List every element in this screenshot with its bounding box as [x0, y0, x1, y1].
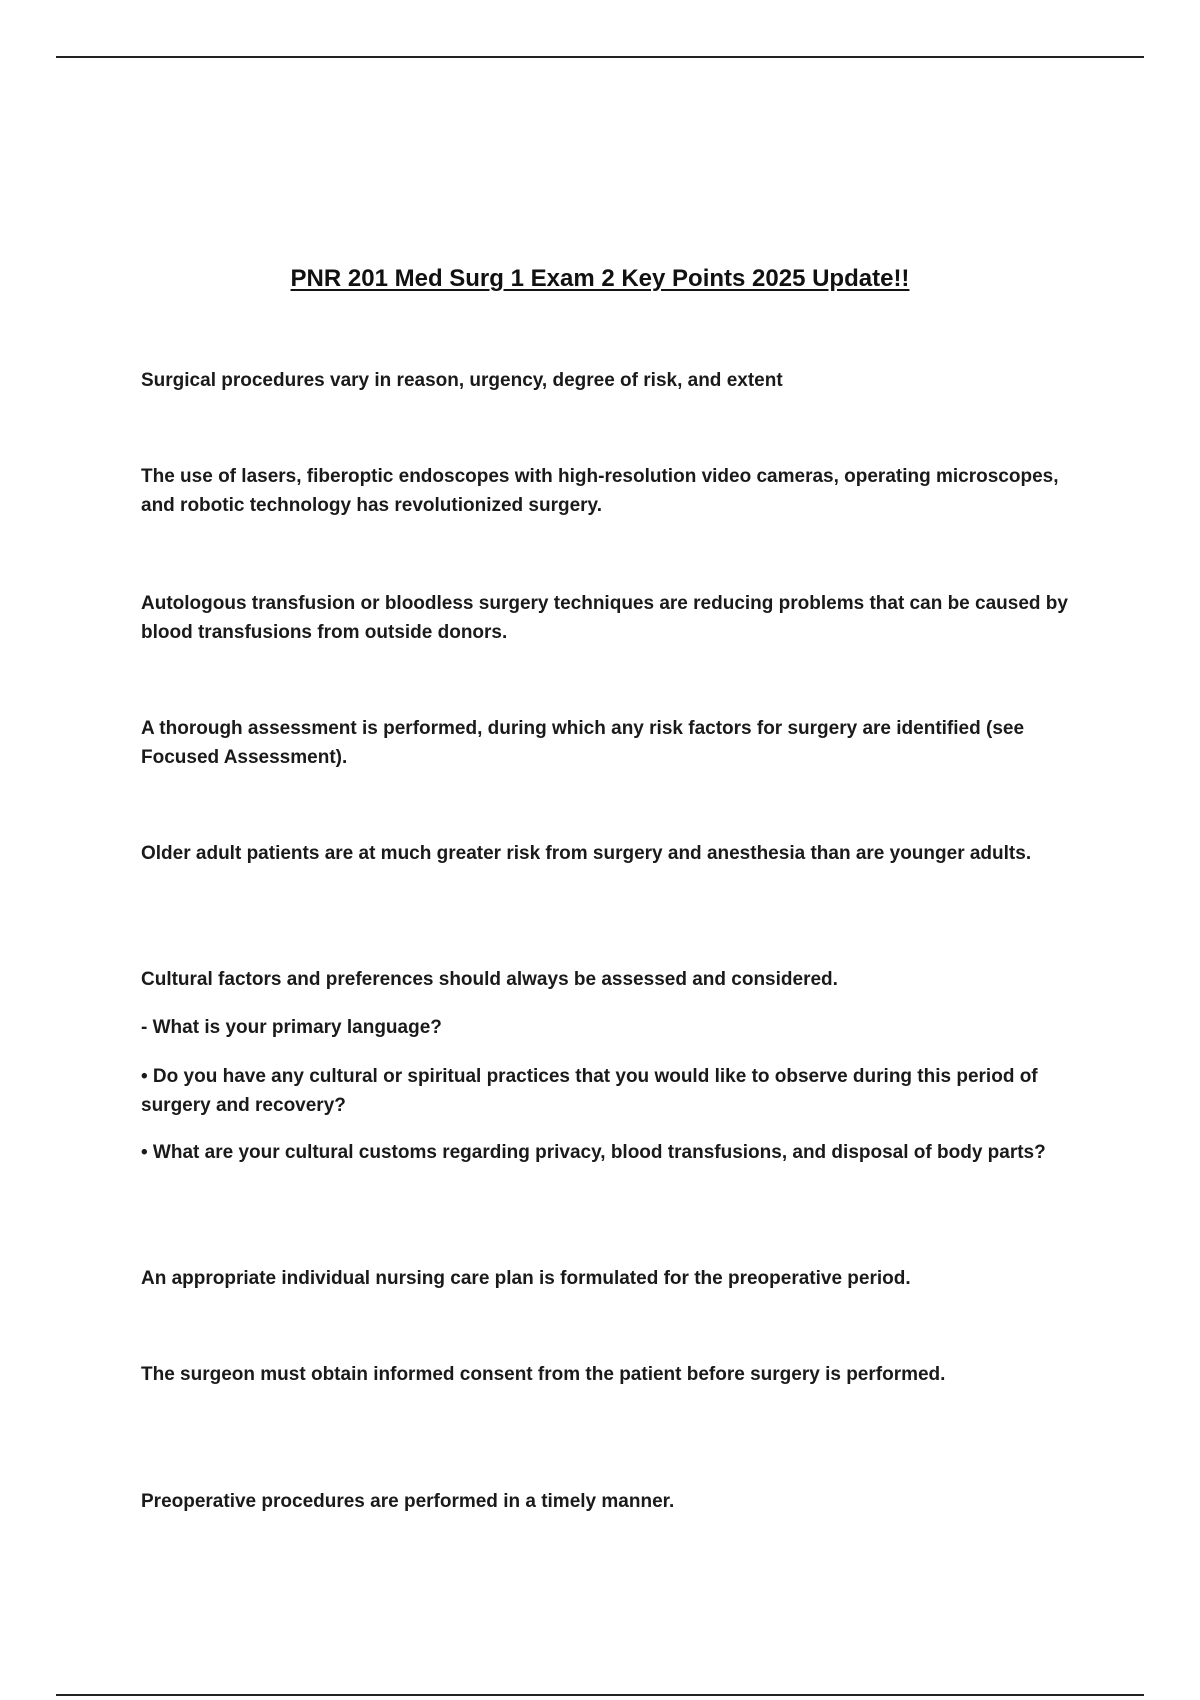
- paragraph-preoperative-procedures: Preoperative procedures are performed in a timely manner.: [141, 1491, 675, 1512]
- paragraph-cultural-factors: Cultural factors and preferences should always be assessed and considered.: [141, 969, 838, 990]
- list-item-primary-language: - What is your primary language?: [141, 1017, 442, 1038]
- top-divider: [56, 56, 1144, 58]
- paragraph-care-plan: An appropriate individual nursing care plan is formulated for the preoperative period.: [141, 1268, 911, 1289]
- list-item-spiritual-practices: • Do you have any cultural or spiritual practices that you would like to observe during this period of surgery and recovery?: [141, 1066, 1038, 1116]
- paragraph-informed-consent: The surgeon must obtain informed consent from the patient before surgery is performed.: [141, 1364, 946, 1385]
- list-item-cultural-customs: • What are your cultural customs regarding privacy, blood transfusions, and disposal of body parts?: [141, 1142, 1046, 1163]
- document-title: PNR 201 Med Surg 1 Exam 2 Key Points 2025 Update!!: [290, 265, 910, 292]
- bottom-divider: [56, 1694, 1144, 1696]
- paragraph-older-adults: Older adult patients are at much greater risk from surgery and anesthesia than are younger adults.: [141, 843, 1032, 864]
- paragraph-autologous-transfusion: Autologous transfusion or bloodless surgery techniques are reducing problems that can be caused by blood transfusions from outside donors.: [141, 593, 1068, 643]
- paragraph-assessment: A thorough assessment is performed, during which any risk factors for surgery are identified (see Focused Assessment).: [141, 718, 1025, 768]
- paragraph-surgical-procedures: Surgical procedures vary in reason, urgency, degree of risk, and extent: [141, 370, 783, 391]
- paragraph-technology: The use of lasers, fiberoptic endoscopes with high-resolution video cameras, operating microscopes, and robotic technology has revolutionized surgery.: [141, 466, 1059, 516]
